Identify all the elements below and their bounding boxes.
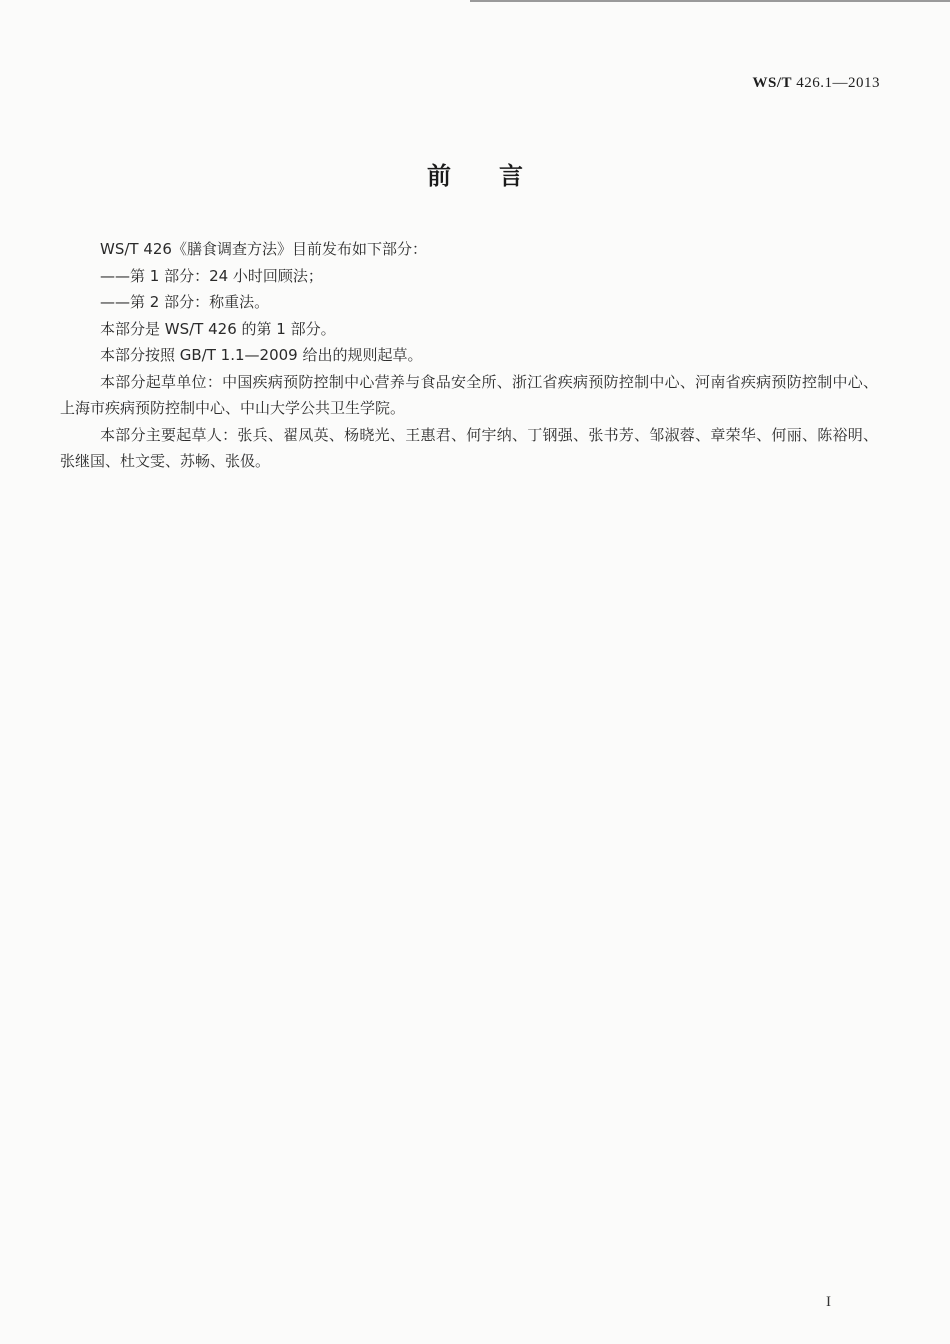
standard-number: 426.1—2013 <box>796 75 880 91</box>
list-item-part-2: ——第 2 部分：称重法。 <box>100 293 270 311</box>
page-title: 前言 <box>427 162 571 190</box>
paragraph-drafters: 本部分主要起草人：张兵、翟凤英、杨晓光、王惠君、何宇纳、丁钢强、张书芳、邹淑蓉、章荣华、何丽、陈裕明、张继国、杜文雯、苏畅、张伋。 <box>60 425 878 470</box>
paragraph-part-statement: 本部分是 WS/T 426 的第 1 部分。 <box>100 319 336 338</box>
list-item-part-1: ——第 1 部分：24 小时回顾法； <box>100 266 323 285</box>
paragraph-drafting-units: 本部分起草单位：中国疾病预防控制中心营养与食品安全所、浙江省疾病预防控制中心、河南省疾病预防控制中心、上海市疾病预防控制中心、中山大学公共卫生学院。 <box>60 372 878 417</box>
standard-number-header <box>752 75 880 92</box>
paragraph-series-intro: WS/T 426《膳食调查方法》目前发布如下部分： <box>100 240 427 258</box>
paragraph-drafting-rules: 本部分按照 GB/T 1.1—2009 给出的规则起草。 <box>100 346 423 364</box>
standard-code: WS/T <box>752 75 792 91</box>
scan-edge-line <box>470 0 950 2</box>
page-number: I <box>826 1294 831 1310</box>
foreword-body <box>60 236 878 475</box>
